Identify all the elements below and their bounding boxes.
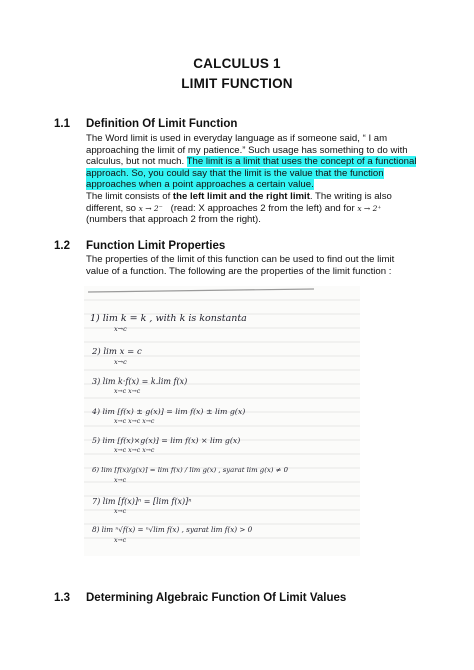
notes-svg	[84, 286, 360, 556]
property-2-sub: x→c	[114, 358, 127, 366]
section-1-1-heading	[54, 118, 237, 130]
text-span: (read: X approaches 2 from the left) and for	[170, 202, 355, 214]
text-line: approaching the limit of my patience.” Such usage has something to do with	[86, 144, 408, 156]
text-line	[86, 156, 426, 168]
property-7-sub: x→c	[114, 508, 127, 515]
highlighted-text: The limit is a limit that uses the concept of a functional	[186, 156, 417, 168]
section-title: Function Limit Properties	[86, 240, 226, 252]
highlighted-text: approaches when a point approaches a certain value.	[86, 179, 314, 191]
text-span: . The writing is also	[309, 190, 392, 202]
left-limit-symbol: x → 2⁻	[138, 203, 163, 213]
text-line: The Word limit is used in everyday language as if someone said, “ I am	[86, 133, 388, 144]
handwritten-notes-image	[84, 286, 360, 556]
text-line: The properties of the limit of this function can be used to find out the limit	[86, 254, 395, 265]
section-title: Definition Of Limit Function	[86, 118, 238, 130]
text-line	[86, 168, 426, 180]
right-limit-symbol: x → 2⁺	[357, 203, 382, 213]
property-8-sub: x→c	[114, 537, 127, 544]
section-1-1-body	[86, 133, 426, 226]
bold-text: the left limit and the right limit	[172, 190, 310, 202]
text-span: different, so	[86, 202, 136, 214]
property-5-sub: x→c x→c x→c	[114, 447, 155, 454]
property-8: 8) lim ⁿ√f(x) = ⁿ√lim f(x) , syarat lim f(x) > 0	[92, 525, 253, 534]
property-3: 3) lim k·f(x) = k.lim f(x)	[92, 377, 188, 386]
property-6-sub: x→c	[114, 477, 127, 484]
section-1-2-body	[86, 254, 426, 277]
text-line	[86, 203, 426, 215]
document-title: CALCULUS 1	[193, 56, 281, 71]
property-4-sub: x→c x→c x→c	[114, 418, 155, 425]
text-line: (numbers that approach 2 from the right).	[86, 214, 261, 226]
text-line	[86, 191, 426, 203]
section-1-2-heading	[54, 240, 225, 252]
property-7: 7) lim [f(x)]ⁿ = [lim f(x)]ⁿ	[92, 497, 192, 506]
section-number: 1.3	[54, 592, 70, 604]
section-number: 1.2	[54, 240, 70, 252]
document-subtitle: LIMIT FUNCTION	[181, 76, 293, 91]
text-span: The limit consists of	[86, 190, 173, 202]
property-1: 1) lim k = k , with k is konstanta	[90, 313, 247, 324]
text-span: calculus, but not much.	[86, 156, 185, 168]
text-line: value of a function. The following are the properties of the limit function :	[86, 265, 392, 277]
property-1-sub: x→c	[114, 325, 127, 333]
section-1-3-heading	[54, 592, 346, 604]
property-2: 2) lim x = c	[92, 347, 142, 357]
property-5: 5) lim [f(x)×g(x)] = lim f(x) × lim g(x)	[92, 436, 241, 445]
section-number: 1.1	[54, 118, 70, 130]
text-line	[86, 179, 426, 191]
property-3-sub: x→c x→c	[114, 388, 141, 395]
property-6: 6) lim [f(x)/g(x)] = lim f(x) / lim g(x) , syarat lim g(x) ≠ 0	[92, 466, 288, 474]
highlighted-text: approach. So, you could say that the limit is the value that the function	[86, 167, 384, 179]
section-title: Determining Algebraic Function Of Limit Values	[86, 592, 347, 604]
property-4: 4) lim [f(x) ± g(x)] = lim f(x) ± lim g(x)	[92, 407, 246, 416]
